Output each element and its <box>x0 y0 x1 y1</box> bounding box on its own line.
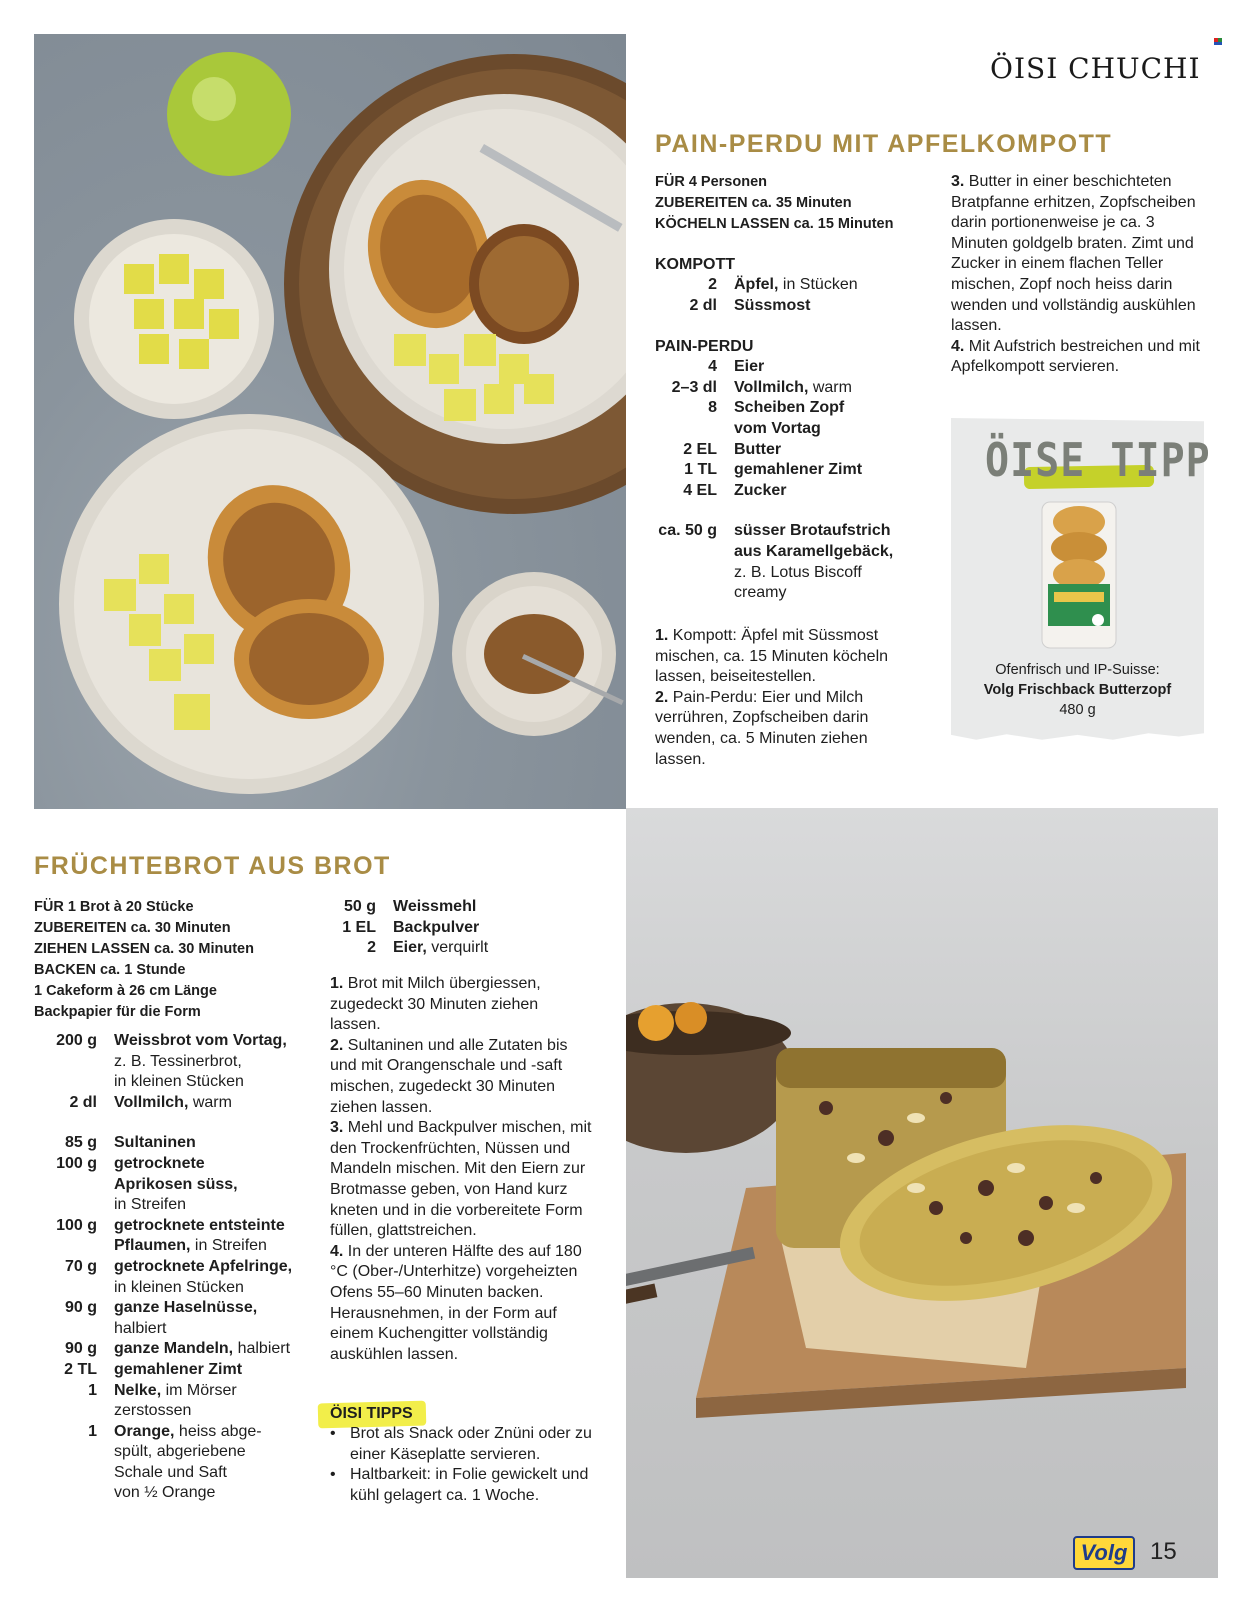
tip-product-weight: 480 g <box>1059 702 1096 718</box>
ingredient-row: 1 Orange, heiss abge- <box>88 1422 262 1440</box>
page-number: 15 <box>1150 1538 1177 1565</box>
recipe-step: 4. In der unteren Hälfte des auf 180 °C (Ober-/Unterhitze) vorgeheizten Ofens 55–60 Minuten backen. Herausnehmen, in der Form auf einem Kuchengitter vollständig auskühlen lassen. <box>330 1242 582 1363</box>
recipe2-title: FRÜCHTEBROT AUS BROT <box>34 852 391 880</box>
ingredient-row: 50 g Weissmehl <box>343 898 477 915</box>
ingredient-row: zerstossen <box>114 1402 192 1420</box>
tips-heading: ÖISI TIPPS <box>330 1405 413 1422</box>
fruechtebrot-photo <box>626 808 1218 1578</box>
ingredient-row: von ½ Orange <box>114 1484 216 1502</box>
ingredient-row: aus Karamellgebäck, <box>734 542 894 560</box>
recipe-step: 2. Pain-Perdu: Eier und Milch verrühren, Zopfscheiben darin wenden, ca. 5 Minuten ziehen lassen. <box>655 688 869 768</box>
ingredient-row: 200 g Weissbrot vom Vortag, <box>56 1032 287 1049</box>
fruechtebrot-illustration <box>626 808 1218 1578</box>
recipe1-servings: FÜR 4 Personen <box>655 174 767 190</box>
ingredient-row: 1 TL gemahlener Zimt <box>684 461 863 479</box>
ingredient-row: 1 Nelke, im Mörser <box>88 1381 237 1399</box>
recipe1-simmer-time: KÖCHELN LASSEN ca. 15 Minuten <box>655 216 894 232</box>
ingredient-row: 90 g ganze Haselnüsse, <box>64 1299 258 1317</box>
butterzopf-package-icon <box>1038 500 1120 650</box>
ingredient-row: 2 TL gemahlener Zimt <box>64 1360 243 1378</box>
ingredient-row: 2 Äpfel, in Stücken <box>708 276 858 293</box>
recipe-step: 1. Brot mit Milch übergiessen, zugedeckt 30 Minuten ziehen lassen. <box>330 975 541 1034</box>
ingredient-row: z. B. Tessinerbrot, <box>114 1052 242 1070</box>
recipe1-steps-right <box>951 172 1216 378</box>
recipe2-meta-line: Backpapier für die Form <box>34 1004 201 1020</box>
ingredient-row: vom Vortag <box>734 419 821 437</box>
tip-item: • Brot als Snack oder Znüni oder zu einer Käseplatte servieren. <box>330 1424 600 1465</box>
ingredient-row: 2 dl Süssmost <box>689 296 811 314</box>
ingredient-row: spült, abgeriebene <box>114 1443 246 1461</box>
recipe1-title: PAIN-PERDU MIT APFELKOMPOTT <box>655 130 1113 158</box>
ingredient-row: halbiert <box>114 1319 167 1337</box>
tips-list <box>330 1424 600 1506</box>
ingredient-row: 4 Eier <box>708 358 765 376</box>
volg-logo: Volg <box>1073 1536 1135 1570</box>
ingredient-row: 4 EL Zucker <box>683 481 787 499</box>
recipe-step: 1. Kompott: Äpfel mit Süssmost mischen, ca. 15 Minuten köcheln lassen, beiseitestellen. <box>655 627 889 686</box>
bullet-icon: • <box>330 1466 336 1484</box>
recipe2-ingredients <box>34 1031 324 1504</box>
magazine-section-title: ÖISI CHUCHI <box>990 52 1201 85</box>
ingredient-row: z. B. Lotus Biscoff <box>734 563 862 581</box>
bullet-icon: • <box>330 1425 336 1442</box>
corner-color-mark-icon <box>1214 32 1222 39</box>
pain-perdu-photo <box>34 34 626 809</box>
ingredient-row: 85 g Sultaninen <box>64 1134 196 1152</box>
recipe1-prep-time: ZUBEREITEN ca. 35 Minuten <box>655 195 852 211</box>
ingredient-row: 2–3 dl Vollmilch, warm <box>671 378 852 396</box>
ingredient-row: Pflaumen, in Streifen <box>114 1237 267 1255</box>
ingredient-row: 1 EL Backpulver <box>342 918 480 936</box>
recipe2-meta-line: ZUBEREITEN ca. 30 Minuten <box>34 920 231 936</box>
tip-product-name: Volg Frischback Butterzopf <box>983 682 1172 698</box>
ingredient-row: ca. 50 g süsser Brotaufstrich <box>658 522 891 540</box>
ingredient-row: 2 dl Vollmilch, warm <box>69 1093 232 1111</box>
ingredient-row: 2 Eier, verquirlt <box>367 939 489 957</box>
ingredient-row: 100 g getrocknete entsteinte <box>56 1216 285 1234</box>
recipe1-meta <box>655 172 935 235</box>
ingredient-row: in kleinen Stücken <box>114 1073 244 1091</box>
recipe1-steps-left <box>655 626 915 770</box>
tip-caption-line1: Ofenfrisch und IP-Suisse: <box>995 662 1160 678</box>
ingredient-row: in kleinen Stücken <box>114 1278 244 1296</box>
ingredient-row: 70 g getrocknete Apfelringe, <box>64 1257 293 1275</box>
ingredient-row: creamy <box>734 584 787 602</box>
recipe-step: 4. Mit Aufstrich bestreichen und mit Apfelkompott servieren. <box>951 337 1200 376</box>
ingredient-row: 100 g getrocknete <box>56 1154 205 1172</box>
section-kompott: KOMPOTT <box>655 256 735 273</box>
recipe2-steps <box>330 974 592 1365</box>
recipe2-meta-line: BACKEN ca. 1 Stunde <box>34 962 186 978</box>
recipe2-meta-line: 1 Cakeform à 26 cm Länge <box>34 983 217 999</box>
ingredient-row: Schale und Saft <box>114 1463 227 1481</box>
recipe-step: 2. Sultaninen und alle Zutaten bis und mit Orangenschale und -saft mischen, zugedeckt 30 Minuten ziehen lassen. <box>330 1036 568 1116</box>
recipe2-ingredients-baking <box>330 897 600 959</box>
recipe2-meta <box>34 897 314 1023</box>
recipe-step: 3. Mehl und Backpulver mischen, mit den Trockenfrüchten, Nüssen und Mandeln mischen. Mit den Eiern zur Brotmasse geben, von Hand kurz kneten und in die vorbereitete Form füllen, glattstreichen. <box>330 1119 592 1240</box>
butterzopf-product-image <box>1038 500 1120 650</box>
recipe1-ingredients <box>655 254 935 604</box>
recipe-step: 3. Butter in einer beschichteten Bratpfanne erhitzen, Zopfscheiben darin portionenweise je ca. 3 Minuten goldgelb braten. Zimt und Zucker in einem flachen Teller mischen, Zopf noch heiss darin wenden und vollständig auskühlen lassen. <box>951 173 1196 335</box>
pain-perdu-illustration <box>34 34 626 809</box>
ingredient-row: in Streifen <box>114 1196 187 1214</box>
ingredient-row: Aprikosen süss, <box>114 1175 238 1193</box>
tip-caption <box>951 660 1204 720</box>
tip-item: • Haltbarkeit: in Folie gewickelt und kühl gelagert ca. 1 Woche. <box>330 1465 600 1506</box>
ingredient-row: 2 EL Butter <box>683 440 782 458</box>
ingredient-row: 90 g ganze Mandeln, halbiert <box>64 1340 291 1358</box>
recipe2-meta-line: ZIEHEN LASSEN ca. 30 Minuten <box>34 941 254 957</box>
section-pain-perdu: PAIN-PERDU <box>655 338 754 356</box>
ingredient-row: 8 Scheiben Zopf <box>708 399 845 417</box>
recipe2-meta-line: FÜR 1 Brot à 20 Stücke <box>34 899 194 915</box>
tip-heading: ÖISE TIPP <box>985 434 1211 488</box>
